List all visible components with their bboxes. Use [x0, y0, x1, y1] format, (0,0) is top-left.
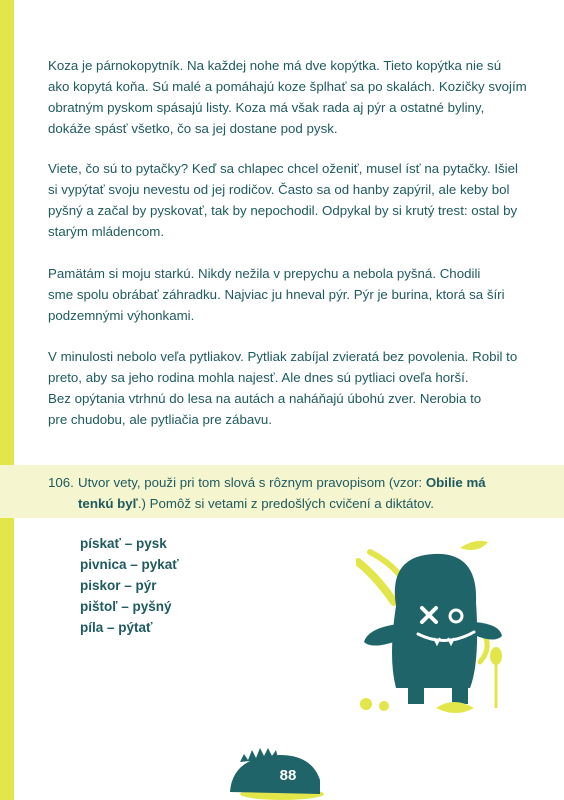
left-accent-stripe — [0, 0, 14, 800]
word-pair-list — [80, 533, 179, 638]
exercise-example-part2: tenkú byľ — [78, 496, 138, 511]
paragraph-line: ako kopytá koňa. Sú malé a pomáhajú koze šplhať sa po skalách. Kozičky svojím — [48, 79, 527, 94]
exercise-instruction — [48, 472, 518, 514]
paragraph-line: starým mládencom. — [48, 224, 165, 239]
monster-leg — [408, 686, 424, 704]
paragraph-line: pre chudobu, ale pytliačia pre zábavu. — [48, 412, 272, 427]
paragraph-line: sme spolu obrábať záhradku. Najviac ju hneval pýr. Pýr je burina, ktorá sa šíri — [48, 287, 505, 302]
word-pair: píla – pýtať — [80, 620, 153, 635]
monster-leg — [452, 686, 468, 704]
word-pair: piskor – pýr — [80, 578, 157, 593]
paragraph-line: podzemnými výhonkami. — [48, 308, 195, 323]
paragraph-line: V minulosti nebolo veľa pytliakov. Pytliak zabíjal zvieratá bez povolenia. Robil to — [48, 349, 518, 364]
leaf-shape — [460, 541, 488, 550]
paragraph-pytacky — [48, 158, 528, 242]
paragraph-line: pyšný a začal by pyskovať, tak by nepochodil. Odpykal by si krutý trest: ostal by — [48, 203, 518, 218]
paragraph-line: Pamätám si moju starkú. Nikdy nežila v prepychu a nebola pyšná. Chodili — [48, 266, 481, 281]
exercise-number: 106. — [48, 475, 74, 490]
paragraph-line: si vypýtať svoju nevestu od jej rodičov. Často sa od hanby zapýril, ale keby bol — [48, 182, 510, 197]
paragraph-line: Bez opýtania vtrhnú do lesa na autách a naháňajú úbohú zver. Nerobia to — [48, 391, 482, 406]
paragraph-line: obratným pyskom spásajú listy. Koza má však rada aj pýr a ostatné byliny, — [48, 100, 485, 115]
paragraph-starka — [48, 263, 528, 326]
paragraph-line: Viete, čo sú to pytačky? Keď sa chlapec chcel oženiť, musel ísť na pytačky. Išiel — [48, 161, 518, 176]
paragraph-goat — [48, 55, 528, 139]
page-number: 88 — [279, 767, 297, 784]
paragraph-line: preto, aby sa jeho rodina mohla najesť. Ale dnes sú pytliaci oveľa horší. — [48, 370, 469, 385]
word-pair: pištoľ – pyšný — [80, 599, 172, 614]
word-pair: pískať – pysk — [80, 536, 167, 551]
word-pair: pivnica – pykať — [80, 557, 179, 572]
paragraph-line: Koza je párnokopytník. Na každej nohe má dve kopýtka. Tieto kopýtka nie sú — [48, 58, 502, 73]
paragraph-line: dokáže spásť všetko, čo sa jej dostane pod pysk. — [48, 121, 338, 136]
spoon-icon — [490, 647, 502, 665]
exercise-example-part1: Obilie má — [425, 475, 486, 490]
exercise-text-part2: .) Pomôž si vetami z predošlých cvičení a diktátov. — [137, 496, 434, 511]
monster-illustration — [356, 536, 512, 716]
paragraph-pytliaci — [48, 346, 528, 430]
exercise-text-part1: Utvor vety, použi pri tom slová s rôznym pravopisom (vzor: — [78, 475, 423, 490]
